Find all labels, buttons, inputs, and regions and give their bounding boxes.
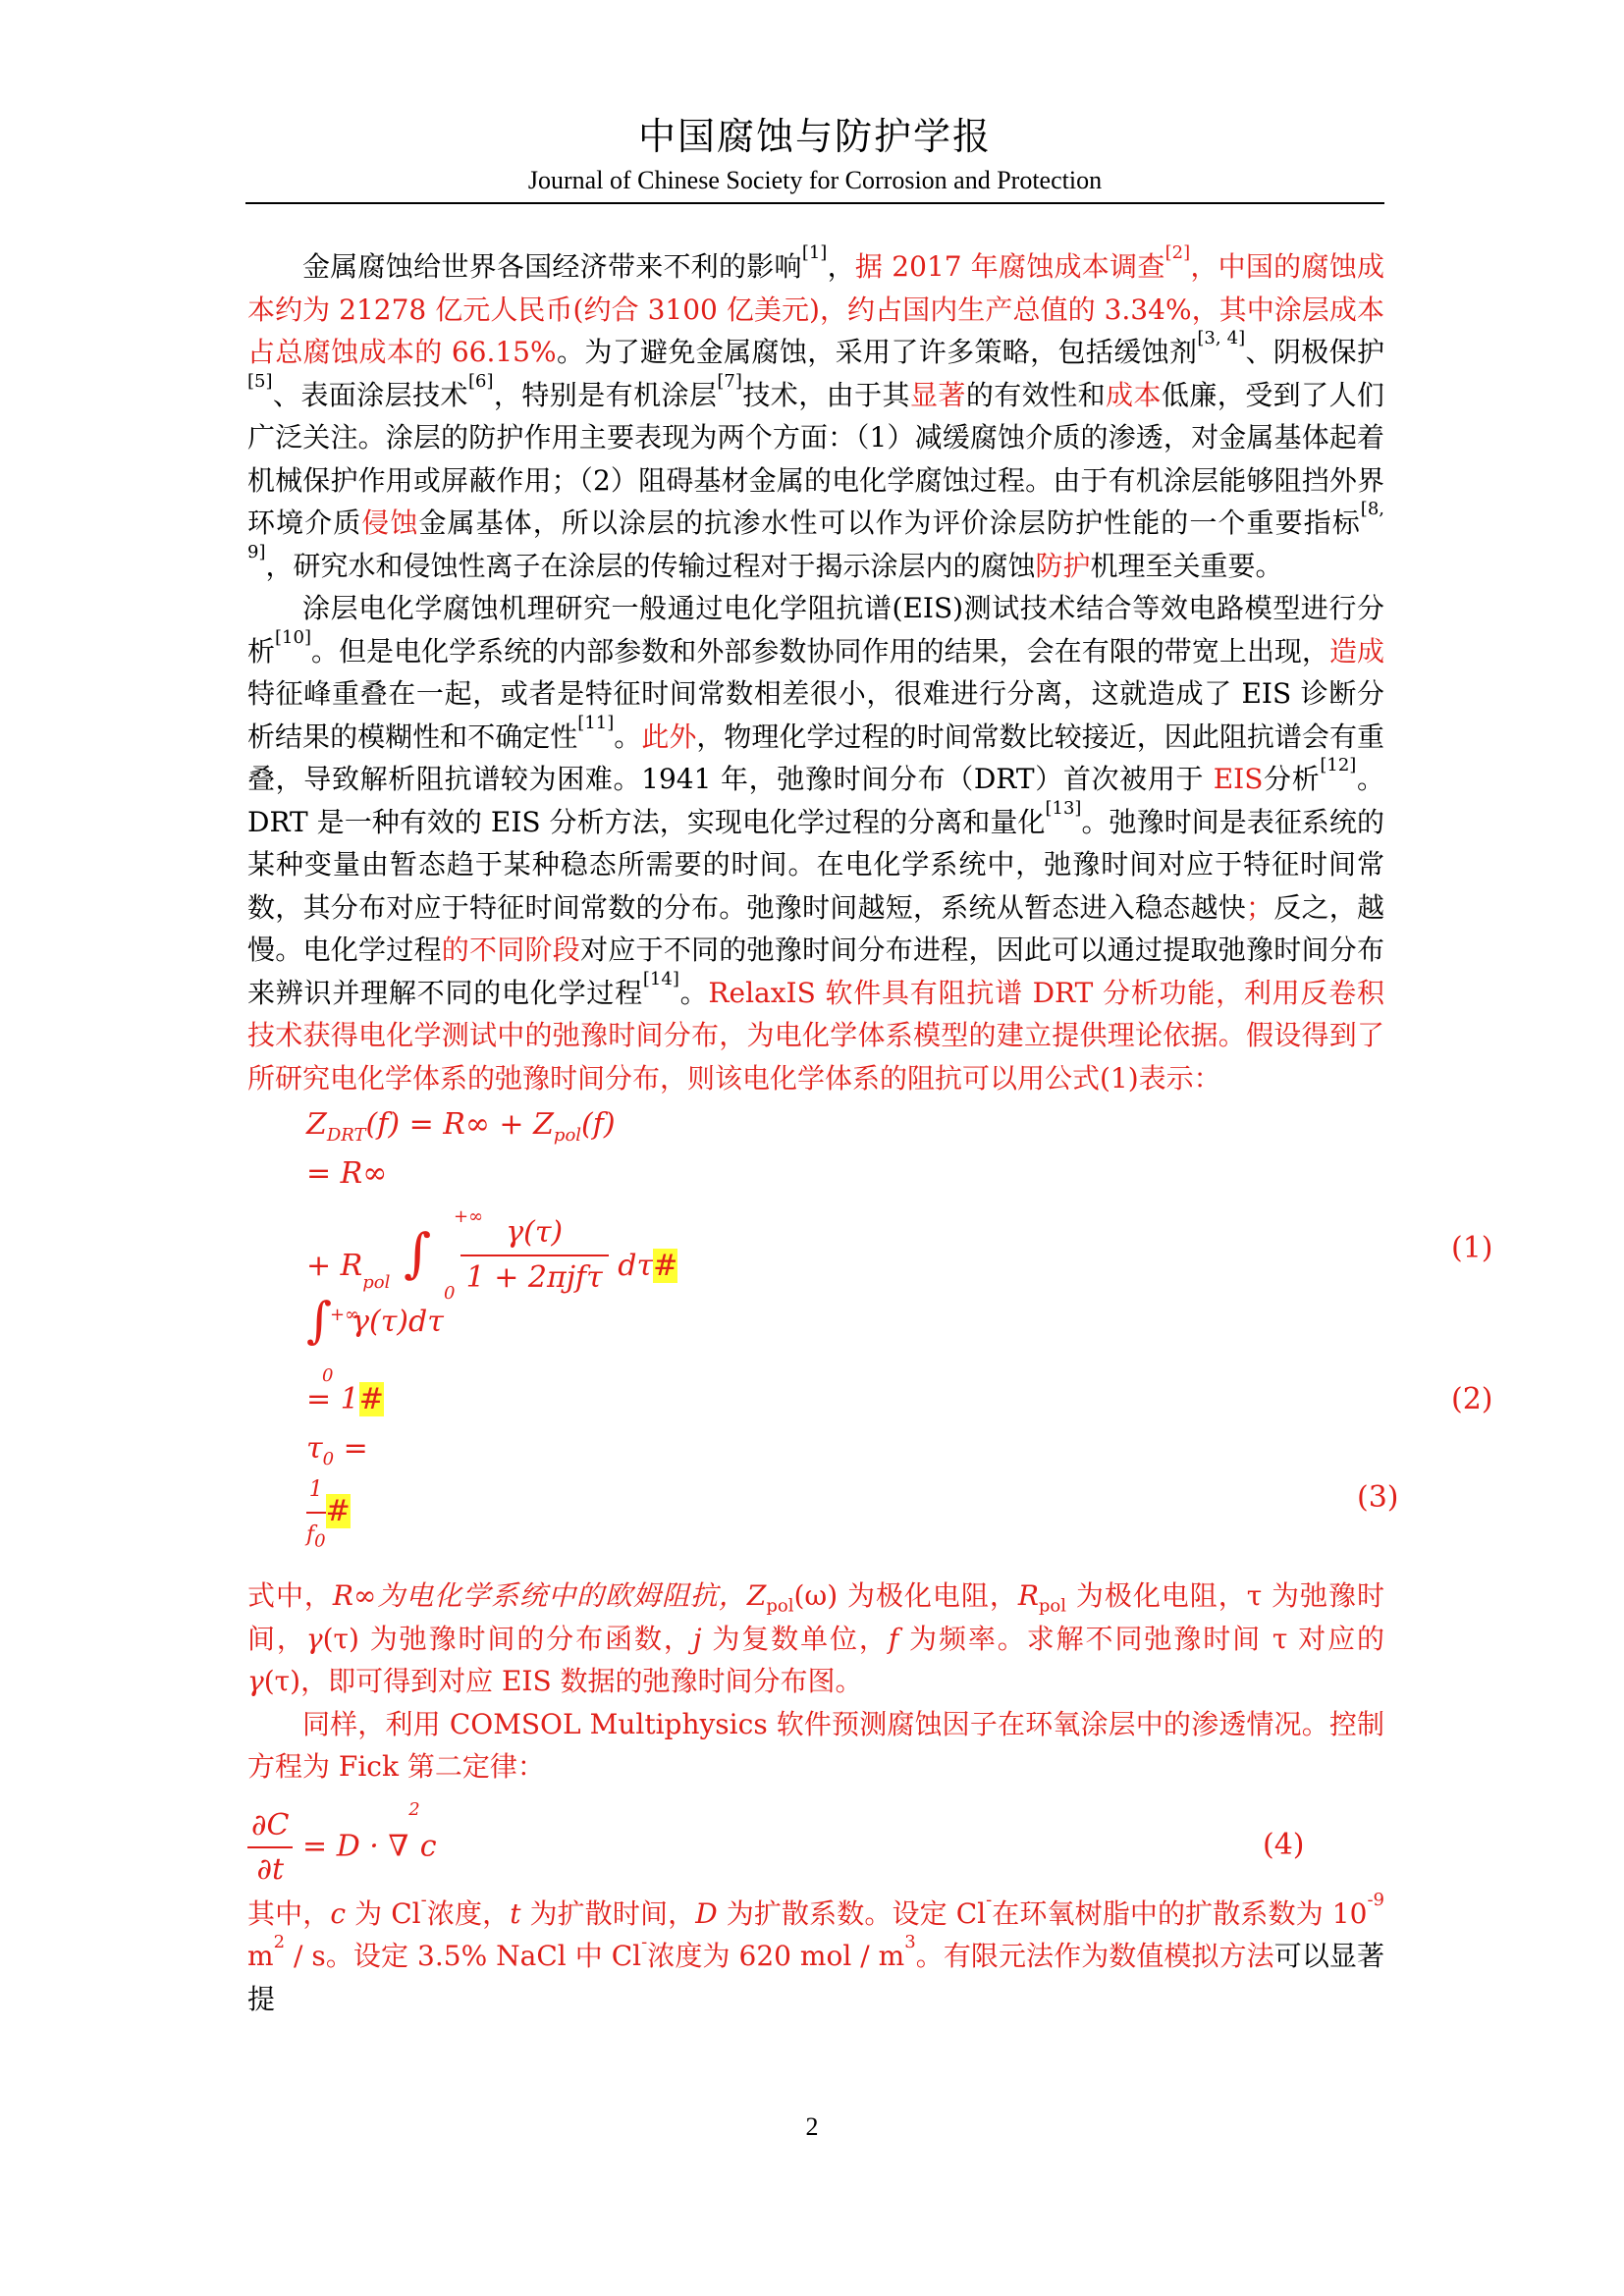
text-span: ，物理化学过程的时间常数比较接近，因此阻抗谱会有重叠，导致解析阻抗谱较为困难。1941 年，弛豫时间分布（DRT）首次被用于 (247, 720, 1384, 795)
citation: [7] (717, 370, 742, 392)
subscript: pol (766, 1595, 794, 1617)
journal-header (245, 110, 1384, 198)
page-number: 2 (805, 2112, 819, 2141)
citation: [2] (1164, 242, 1191, 263)
citation: [13] (1045, 797, 1082, 819)
revised-text: 的不同阶段 (441, 934, 580, 966)
text-span: 、表面涂层技术 (272, 378, 468, 411)
equation-4-expression: $\frac{\partial C}{\partial t}$ = D · ∇$^2$c (247, 1804, 437, 1892)
text-span: 反之，越慢。电化学过程 (247, 890, 1384, 966)
equation-1-line-1: $Z_{DRT}(f) = R\infty + Z_{pol}(f)$ (306, 1107, 616, 1146)
article-body (247, 242, 1493, 2020)
text-span: 。 (614, 720, 642, 753)
revised-text: 侵蚀 (361, 507, 419, 539)
paragraph-5: 其中，c 为 Cl-浓度，t 为扩散时间，D 为扩散系数。设定 Cl-在环氧树脂中的扩散系数为 $10^{-9}$ $m^2$ / s。设定 3.5% NaCl 中 Cl-浓度为 620 mol / $m^3$。有限元法作为数值模拟方法可以显著提 (247, 1889, 1384, 2015)
citation: [5] (247, 370, 273, 392)
text-span: 对应于不同的弛豫时间分布进程，因此可以通过提取弛豫时间分布来辨识并理解不同的电化学过程 (247, 934, 1384, 1009)
revised-text: Z (746, 1579, 767, 1612)
citation: [6] (467, 370, 494, 392)
revised-text: ； (1245, 890, 1273, 924)
text-span: 涂层电化学腐蚀机理研究一般通过电化学阻抗谱(EIS)测试技术结合等效电路模型进行分析 (247, 592, 1384, 667)
equation-4 (247, 1798, 1384, 1893)
revised-text: 显著 (909, 378, 966, 411)
journal-title-en: Journal of Chinese Society for Corrosion and Protection (527, 166, 1103, 194)
citation: [8, 9] (247, 499, 1384, 562)
text-span: ，研究水和侵蚀性离子在涂层的传输过程对于揭示涂层内的腐蚀 (265, 549, 1036, 582)
citation: [12] (1320, 755, 1357, 775)
revised-text: (τ)，即可得到对应 EIS 数据的弛豫时间分布图。 (263, 1665, 863, 1697)
revised-text: γ (305, 1622, 323, 1655)
equation-4-number: (4) (1263, 1827, 1305, 1862)
text-span: 特征峰重叠在一起，或者是特征时间常数相差很小，很难进行分离，这就造成了 EIS 诊断分析结果的模糊性和不确定性 (247, 677, 1384, 753)
paragraph-3 (247, 1575, 1384, 1703)
revised-text: 为复数单位， (701, 1622, 889, 1655)
equation-2-line-2: = 1# (306, 1382, 384, 1416)
revised-text: f (888, 1622, 899, 1655)
revised-text: R (1017, 1579, 1039, 1612)
citation: [10] (275, 626, 311, 648)
paragraph-2 (247, 587, 1384, 1099)
revised-text: R∞为电化学系统中的欧姆阻抗， (332, 1579, 747, 1612)
header-rule (245, 202, 1384, 204)
text-span: ， (827, 250, 855, 283)
paragraph-4: 同样，利用 COMSOL Multiphysics 软件预测腐蚀因子在环氧涂层中的渗透情况。控制方程为 Fick 第二定律： (247, 1707, 1384, 1783)
text-span: 的有效性和 (965, 378, 1107, 411)
revised-text: 据 2017 年腐蚀成本调查 (854, 250, 1165, 283)
revised-text: EIS (1213, 763, 1264, 795)
text-span: 分析 (1263, 763, 1321, 795)
equation-2-number: (2) (1451, 1382, 1493, 1416)
text-span: 、阴极保护 (1245, 336, 1384, 368)
revised-text: 此外 (641, 720, 697, 753)
equation-1-line-3: + $R_{pol}$ ∫ +∞ 0 γ(τ) 1 + 2πjfτ dτ# (306, 1206, 678, 1304)
equation-3-number: (3) (1357, 1480, 1399, 1515)
revised-text: 成本 (1106, 378, 1162, 411)
revised-text: 为极化电阻，τ 为弛豫时间， (247, 1579, 1384, 1655)
citation: [11] (577, 712, 615, 733)
text-span: 。DRT 是一种有效的 EIS 分析方法，实现电化学过程的分离和量化 (247, 763, 1384, 838)
equation-1-number: (1) (1451, 1231, 1493, 1265)
revised-text: 造成 (1328, 634, 1384, 667)
revised-text: γ (247, 1665, 264, 1697)
text-span: 金属腐蚀给世界各国经济带来不利的影响 (302, 250, 802, 283)
equation-1-line-2: = R∞ (306, 1156, 388, 1191)
text-span: 。为了避免金属腐蚀，采用了许多策略，包括缓蚀剂 (556, 336, 1198, 368)
text-span: 低廉，受到了人们广泛关注。涂层的防护作用主要表现为两个方面：（1）减缓腐蚀介质的渗透，对金属基体起着机械保护作用或屏蔽作用；（2）阻碍基材金属的电化学腐蚀过程。由于有机涂层能够阻挡外界环境介质 (247, 378, 1384, 539)
revised-text: 式中， (247, 1579, 333, 1612)
equation-3-line-1: $\tau_0$ = (306, 1431, 368, 1469)
paragraph-1 (247, 242, 1384, 587)
text-span: 机理至关重要。 (1090, 549, 1283, 582)
revised-text: j (692, 1622, 702, 1655)
revised-text: (ω) 为极化电阻， (793, 1579, 1018, 1612)
equation-block (247, 1103, 1493, 1575)
text-span: 金属基体，所以涂层的抗渗水性可以作为评价涂层防护性能的一个重要指标 (418, 507, 1361, 539)
revised-text: (τ) 为弛豫时间的分布函数， (322, 1622, 693, 1655)
citation: [1] (801, 242, 828, 263)
journal-title-cn: 中国腐蚀与防护学报 (637, 115, 992, 158)
text-span: ，特别是有机涂层 (493, 378, 718, 411)
equation-2-line-1: ∫ +∞ 0 γ(τ)dτ (306, 1292, 444, 1386)
revised-text: ，中国的腐蚀成本约为 21278 亿元人民币(约合 3100 亿美元)，约占国内生产总值的 3.34%，其中涂层成本占总腐蚀成本的 66.15% (247, 250, 1384, 368)
revised-text: RelaxIS 软件具有阻抗谱 DRT 分析功能，利用反卷积技术获得电化学测试中的弛豫时间分布，为电化学体系模型的建立提供理论依据。假设得到了所研究电化学体系的弛豫时间分布，则该电化学体系的阻抗可以用公式(1)表示： (247, 976, 1384, 1095)
revised-text: 为频率。求解不同弛豫时间 τ 对应的 (898, 1622, 1384, 1655)
text-span: 。但是电化学系统的内部参数和外部参数协同作用的结果，会在有限的带宽上出现， (310, 634, 1329, 667)
subscript: pol (1038, 1595, 1067, 1617)
citation: [3, 4] (1197, 328, 1246, 348)
text-span: 。弛豫时间是表征系统的某种变量由暂态趋于某种稳态所需要的时间。在电化学系统中，弛豫时间对应于特征时间常数，其分布对应于特征时间常数的分布。弛豫时间越短，系统从暂态进入稳态越快 (247, 805, 1384, 924)
citation: [14] (642, 968, 679, 989)
text-span: 。 (678, 976, 709, 1009)
revised-text: 防护 (1035, 549, 1091, 582)
text-span: 技术，由于其 (741, 378, 910, 411)
equation-3-line-2: $\frac{1}{f_0}$ # (306, 1468, 351, 1556)
